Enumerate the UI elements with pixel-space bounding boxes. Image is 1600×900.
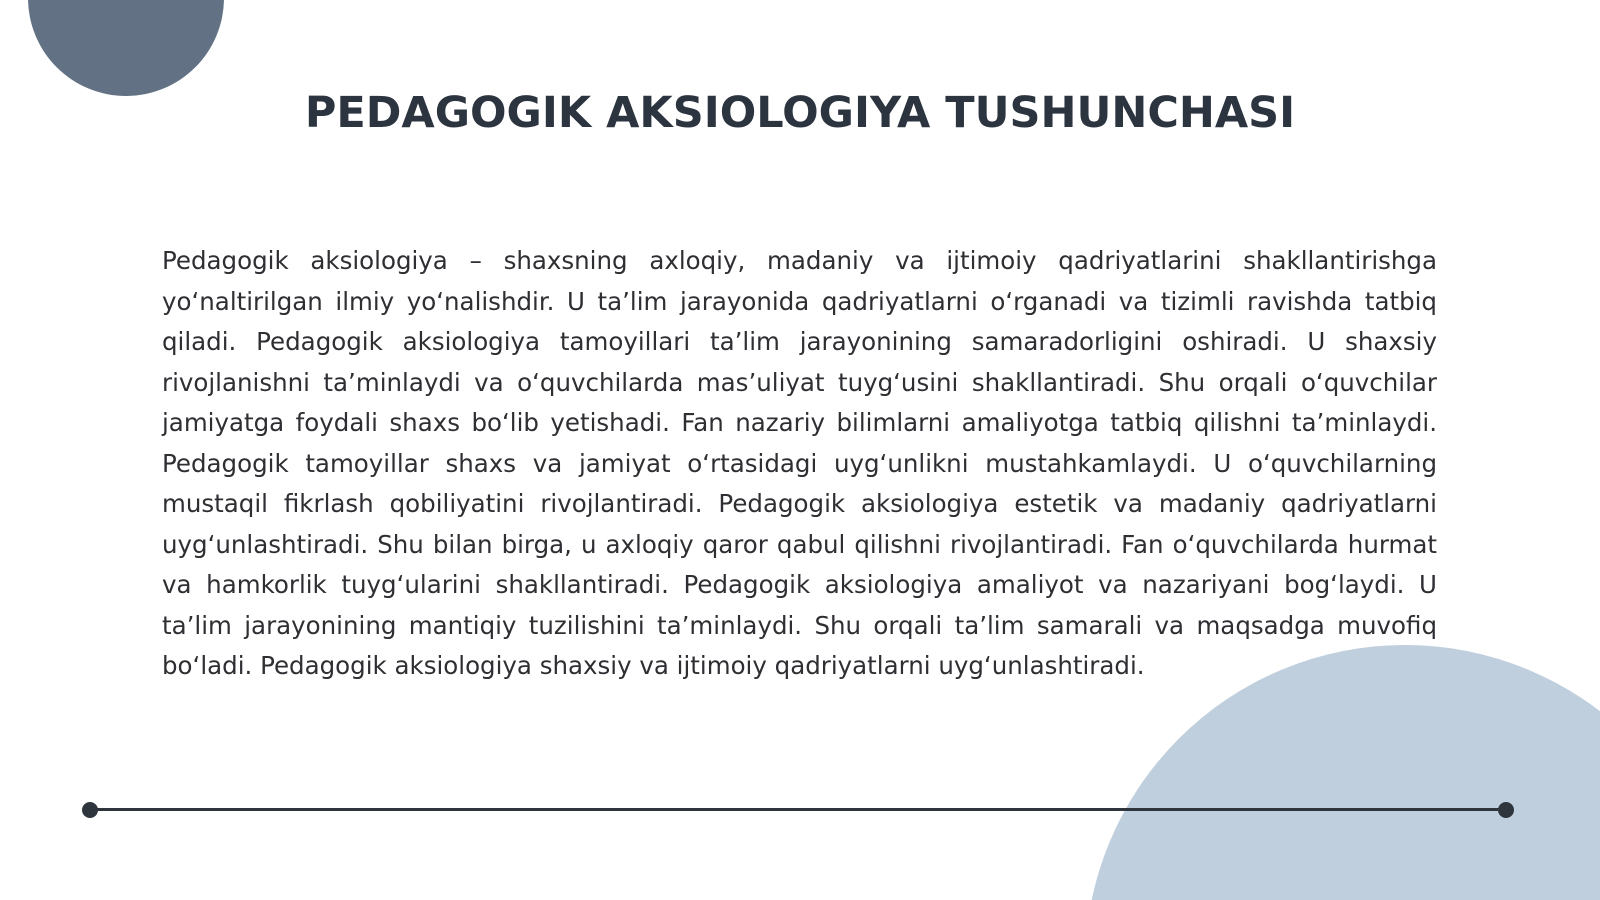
slide-title: PEDAGOGIK AKSIOLOGIYA TUSHUNCHASI xyxy=(304,88,1296,138)
divider-dot-left xyxy=(82,802,98,818)
divider-line xyxy=(90,808,1506,811)
divider-dot-right xyxy=(1498,802,1514,818)
body-paragraph: Pedagogik aksiologiya – shaxsning axloqiy, madaniy va ijtimoiy qadriyatlarini shakllantirishga yo‘naltirilgan ilmiy yo‘nalishdir. U ta’lim jarayonida qadriyatlarni o‘rganadi va tizimli ravishda tatbiq qiladi. Pedagogik aksiologiya tamoyillari ta’lim jarayonining samaradorligini oshiradi. U shaxsiy rivojlanishni ta’minlaydi va o‘quvchilarda mas’uliyat tuyg‘usini shakllantiradi. Shu orqali o‘quvchilar jamiyatga foydali shaxs bo‘lib yetishadi. Fan nazariy bilimlarni amaliyotga tatbiq qilishni ta’minlaydi. Pedagogik tamoyillar shaxs va jamiyat o‘rtasidagi uyg‘unlikni mustahkamlaydi. U o‘quvchilarning mustaqil fikrlash qobiliyatini rivojlantiradi. Pedagogik aksiologiya estetik va madaniy qadriyatlarni uyg‘unlashtiradi. Shu bilan birga, u axloqiy qaror qabul qilishni rivojlantiradi. Fan o‘quvchilarda hurmat va hamkorlik tuyg‘ularini shakllantiradi. Pedagogik aksiologiya amaliyot va nazariyani bog‘laydi. U ta’lim jarayonining mantiqiy tuzilishini ta’minlaydi. Shu orqali ta’lim samarali va maqsadga muvofiq bo‘ladi. Pedagogik aksiologiya shaxsiy va ijtimoiy qadriyatlarni uyg‘unlashtiradi. xyxy=(162,246,1437,680)
